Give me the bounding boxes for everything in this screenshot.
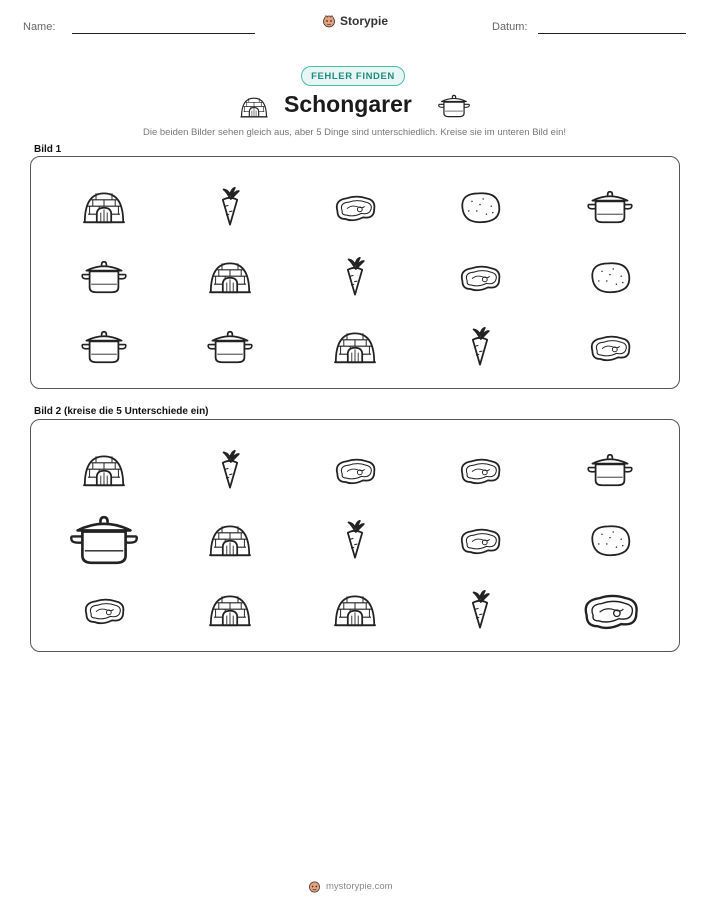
igloo-icon xyxy=(331,590,379,630)
picture2-item-10[interactable] xyxy=(586,520,634,560)
pot-icon xyxy=(80,327,128,367)
carrot-icon xyxy=(206,187,254,227)
potato-icon xyxy=(586,257,634,297)
steak-icon xyxy=(456,520,504,560)
steak-icon xyxy=(456,450,504,490)
picture2-item-8[interactable] xyxy=(331,520,379,560)
steak-icon xyxy=(80,590,128,630)
picture2-item-12[interactable] xyxy=(206,590,254,630)
picture2-item-13[interactable] xyxy=(331,590,379,630)
pot-icon xyxy=(80,257,128,297)
worksheet-type-badge: FEHLER FINDEN xyxy=(301,66,405,86)
picture1-item-15 xyxy=(586,327,634,367)
igloo-icon xyxy=(331,327,379,367)
picture2-label: Bild 2 (kreise die 5 Unterschiede ein) xyxy=(34,406,209,417)
pot-icon xyxy=(586,187,634,227)
picture2-item-9[interactable] xyxy=(456,520,504,560)
pot-icon xyxy=(206,327,254,367)
carrot-icon xyxy=(331,520,379,560)
date-line[interactable] xyxy=(538,33,686,34)
potato-icon xyxy=(456,187,504,227)
picture1-item-11 xyxy=(80,327,128,367)
pot-icon xyxy=(586,450,634,490)
picture1-item-5 xyxy=(586,187,634,227)
name-line[interactable] xyxy=(72,33,255,34)
picture1-item-12 xyxy=(206,327,254,367)
igloo-icon xyxy=(80,450,128,490)
picture2-item-1[interactable] xyxy=(80,450,128,490)
pot-icon xyxy=(68,510,140,570)
igloo-icon xyxy=(206,257,254,297)
picture1-item-1 xyxy=(80,187,128,227)
date-label: Datum: xyxy=(492,21,528,33)
steak-icon xyxy=(331,187,379,227)
igloo-icon xyxy=(206,590,254,630)
picture2-item-4[interactable] xyxy=(456,450,504,490)
picture2-item-7[interactable] xyxy=(206,520,254,560)
picture2-item-11[interactable] xyxy=(80,590,128,630)
picture1-item-14 xyxy=(456,327,504,367)
carrot-icon xyxy=(331,257,379,297)
storypie-mascot-icon xyxy=(308,880,321,893)
page-title: Schongarer xyxy=(284,91,412,117)
picture1-item-3 xyxy=(331,187,379,227)
picture1-item-13 xyxy=(331,327,379,367)
footer xyxy=(308,880,393,893)
instructions: Die beiden Bilder sehen gleich aus, aber 5 Dinge sind unterschiedlich. Kreise sie im unteren Bild ein! xyxy=(143,127,566,138)
picture1-item-2 xyxy=(206,187,254,227)
picture2-item-3[interactable] xyxy=(331,450,379,490)
title-pot-icon xyxy=(437,92,471,120)
brand-logo xyxy=(322,14,388,28)
picture2-item-2[interactable] xyxy=(206,450,254,490)
steak-icon xyxy=(331,450,379,490)
picture1-item-4 xyxy=(456,187,504,227)
igloo-icon xyxy=(206,520,254,560)
picture2-item-15[interactable] xyxy=(578,583,643,637)
picture1-label: Bild 1 xyxy=(34,144,62,155)
picture1-item-9 xyxy=(456,257,504,297)
igloo-icon xyxy=(80,187,128,227)
carrot-icon xyxy=(206,450,254,490)
picture2-panel[interactable] xyxy=(30,419,680,652)
steak-icon xyxy=(456,257,504,297)
picture2-item-14[interactable] xyxy=(456,590,504,630)
potato-icon xyxy=(586,520,634,560)
carrot-icon xyxy=(456,327,504,367)
storypie-mascot-icon xyxy=(322,14,336,28)
picture1-item-7 xyxy=(206,257,254,297)
footer-url: mystorypie.com xyxy=(326,881,393,892)
title-igloo-icon xyxy=(238,94,270,120)
name-label: Name: xyxy=(23,21,56,33)
picture2-item-5[interactable] xyxy=(586,450,634,490)
picture2-item-6[interactable] xyxy=(68,510,140,570)
steak-icon xyxy=(578,583,643,637)
picture1-item-6 xyxy=(80,257,128,297)
carrot-icon xyxy=(456,590,504,630)
picture1-item-8 xyxy=(331,257,379,297)
picture1-item-10 xyxy=(586,257,634,297)
brand-name: Storypie xyxy=(340,14,389,28)
steak-icon xyxy=(586,327,634,367)
picture1-panel xyxy=(30,156,680,389)
